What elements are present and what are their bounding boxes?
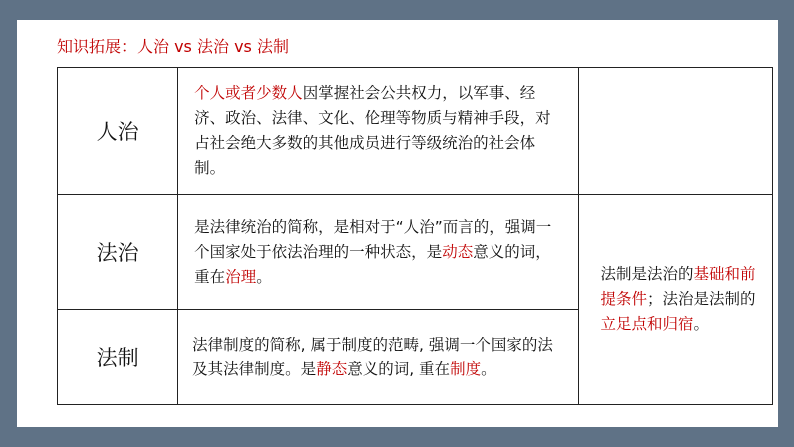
page-title: 知识拓展：人治 vs 法治 vs 法制 xyxy=(57,37,289,56)
highlight-text: 个人或者少数人 xyxy=(194,84,303,102)
definition-text: 。 xyxy=(481,360,497,378)
term-fazhi-legal-system: 法制 xyxy=(58,310,178,405)
definition-fazhi-legal-system xyxy=(178,333,578,382)
definition-text: 法律制度的简称, 属于制度的范畴, 强调一个国家的法及其法律制度。是 xyxy=(192,335,553,378)
term-fazhi-rule-of-law: 法治 xyxy=(58,195,178,310)
highlight-text: 静态 xyxy=(316,360,348,378)
definition-text: 意义的词，重在 xyxy=(194,242,551,286)
comparison-table xyxy=(57,67,773,405)
term-renzhi: 人治 xyxy=(58,68,178,195)
definition-text: 是法律统治的简称，是相对于“人治”而言的，强调一个国家处于依法治理的一种状态，是 xyxy=(194,217,552,261)
note-text: 法制是法治的 xyxy=(600,265,694,283)
table-row xyxy=(58,68,773,195)
definition-renzhi xyxy=(178,81,578,181)
table-row xyxy=(58,195,773,310)
definition-cell xyxy=(178,68,579,195)
note-text: 。 xyxy=(693,315,709,333)
highlight-text: 基础和前提条件 xyxy=(600,265,756,308)
highlight-text: 立足点和归宿 xyxy=(600,315,694,333)
highlight-text: 制度 xyxy=(450,360,482,378)
note-text: ；法治是法制的 xyxy=(646,290,756,308)
note-cell xyxy=(579,195,773,405)
definition-cell xyxy=(178,195,579,310)
definition-cell xyxy=(178,310,579,405)
definition-text: 。 xyxy=(256,267,272,286)
definition-text: 意义的词, 重在 xyxy=(347,360,451,378)
relationship-note xyxy=(579,262,772,337)
highlight-text: 治理 xyxy=(225,267,257,286)
definition-text: 因掌握社会公共权力，以军事、经济、政治、法律、文化、伦理等物质与精神手段，对占社会绝大多数的其他成员进行等级统治的社会体制。 xyxy=(194,84,551,177)
highlight-text: 动态 xyxy=(442,242,474,261)
slide xyxy=(17,20,778,427)
definition-fazhi-rule-of-law xyxy=(178,215,578,290)
note-cell-empty xyxy=(579,68,773,195)
